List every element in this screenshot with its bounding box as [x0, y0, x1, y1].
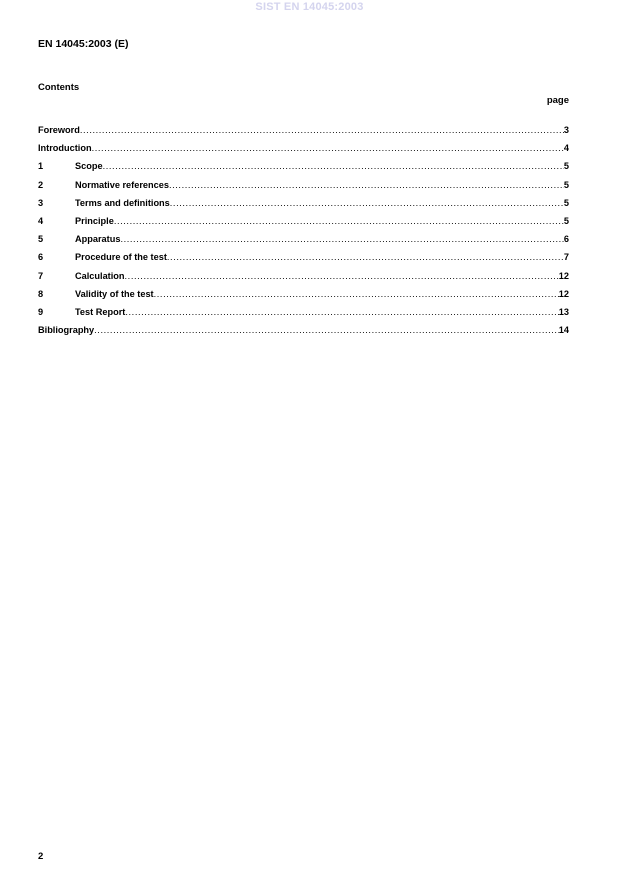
toc-entry-scope[interactable] [38, 161, 569, 179]
toc-entry-number: 6 [38, 252, 44, 263]
toc-entry-page: 5 [563, 215, 569, 226]
toc-entry-number: 7 [38, 270, 44, 281]
page-number: 2 [38, 851, 44, 862]
toc-entry-number: 1 [38, 161, 44, 172]
toc-entry-title: Foreword [38, 125, 80, 135]
toc-entry-page: 13 [558, 306, 569, 317]
dot-leader [170, 198, 564, 208]
toc-entry-page: 3 [563, 125, 569, 135]
dot-leader [167, 252, 564, 262]
toc-entry-bibliography[interactable] [38, 325, 569, 343]
toc-entry-introduction[interactable] [38, 143, 569, 161]
toc-entry-page: 12 [558, 270, 569, 281]
toc-entry-title: Scope [75, 161, 103, 172]
page-column-label: page [546, 95, 569, 106]
table-of-contents [38, 125, 569, 343]
toc-entry-page: 4 [563, 143, 569, 154]
dot-leader [114, 216, 564, 226]
toc-entry-page: 5 [563, 197, 569, 208]
toc-entry-page: 5 [563, 161, 569, 172]
toc-entry-title: Bibliography [38, 325, 95, 336]
toc-entry-test-report[interactable] [38, 307, 569, 325]
toc-entry-terms-and-definitions[interactable] [38, 198, 569, 216]
toc-entry-page: 7 [563, 252, 569, 263]
toc-entry-number: 9 [38, 306, 44, 317]
dot-leader [120, 234, 563, 244]
toc-entry-title: Calculation [75, 270, 125, 281]
toc-entry-foreword[interactable] [38, 125, 569, 143]
contents-heading: Contents [38, 82, 80, 93]
dot-leader [169, 180, 564, 190]
toc-entry-page: 14 [558, 325, 569, 336]
dot-leader [154, 289, 559, 299]
toc-entry-normative-references[interactable] [38, 180, 569, 198]
toc-entry-title: Test Report [75, 306, 126, 317]
toc-entry-title: Validity of the test [75, 288, 154, 299]
toc-entry-procedure-of-the-test[interactable] [38, 252, 569, 270]
dot-leader [80, 125, 564, 135]
toc-entry-number: 8 [38, 288, 44, 299]
watermark: SIST EN 14045:2003 [255, 1, 364, 13]
dot-leader [125, 271, 559, 281]
dot-leader [103, 161, 564, 171]
toc-entry-page: 6 [563, 234, 569, 245]
toc-entry-number: 3 [38, 197, 44, 208]
toc-entry-number: 4 [38, 215, 44, 226]
toc-entry-principle[interactable] [38, 216, 569, 234]
dot-leader [94, 325, 559, 335]
document-id: EN 14045:2003 (E) [38, 38, 129, 50]
toc-entry-title: Principle [75, 215, 114, 226]
toc-entry-title: Procedure of the test [75, 252, 167, 263]
toc-entry-page: 5 [563, 179, 569, 190]
toc-entry-title: Introduction [38, 143, 92, 154]
dot-leader [125, 307, 558, 317]
toc-entry-apparatus[interactable] [38, 234, 569, 252]
toc-entry-number: 5 [38, 234, 44, 245]
dot-leader [92, 143, 564, 153]
toc-entry-page: 12 [558, 288, 569, 299]
toc-entry-title: Terms and definitions [75, 197, 170, 208]
toc-entry-title: Normative references [75, 179, 169, 190]
toc-entry-number: 2 [38, 179, 44, 190]
toc-entry-validity-of-the-test[interactable] [38, 289, 569, 307]
toc-entry-calculation[interactable] [38, 271, 569, 289]
toc-entry-title: Apparatus [75, 234, 121, 245]
